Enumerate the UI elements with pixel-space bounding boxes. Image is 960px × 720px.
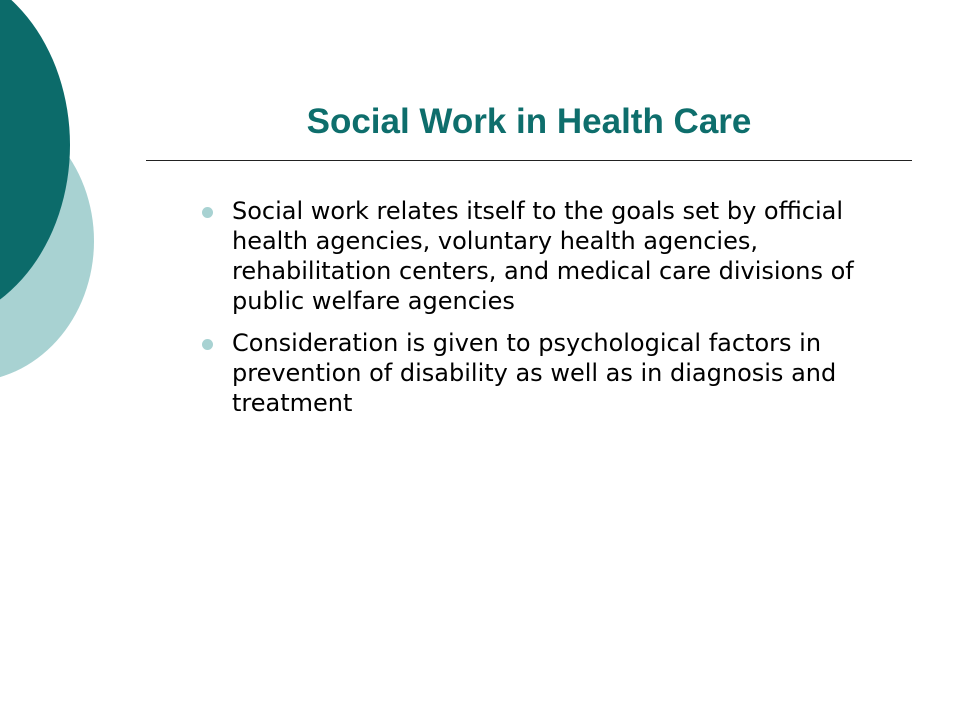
bullet-list [202,196,882,430]
slide-title: Social Work in Health Care [306,102,752,141]
bullet-dot-icon [202,339,213,350]
bullet-text: Consideration is given to psychological factors in prevention of disability as well as in diagnosis and treatment [232,329,837,417]
title-divider [146,160,912,161]
bullet-item [202,196,882,316]
bullet-dot-icon [202,207,213,218]
bullet-text: Social work relates itself to the goals set by official health agencies, voluntary health agencies, rehabilitation centers, and medical care divisions of public welfare agencies [232,197,854,315]
bullet-item [202,328,882,418]
